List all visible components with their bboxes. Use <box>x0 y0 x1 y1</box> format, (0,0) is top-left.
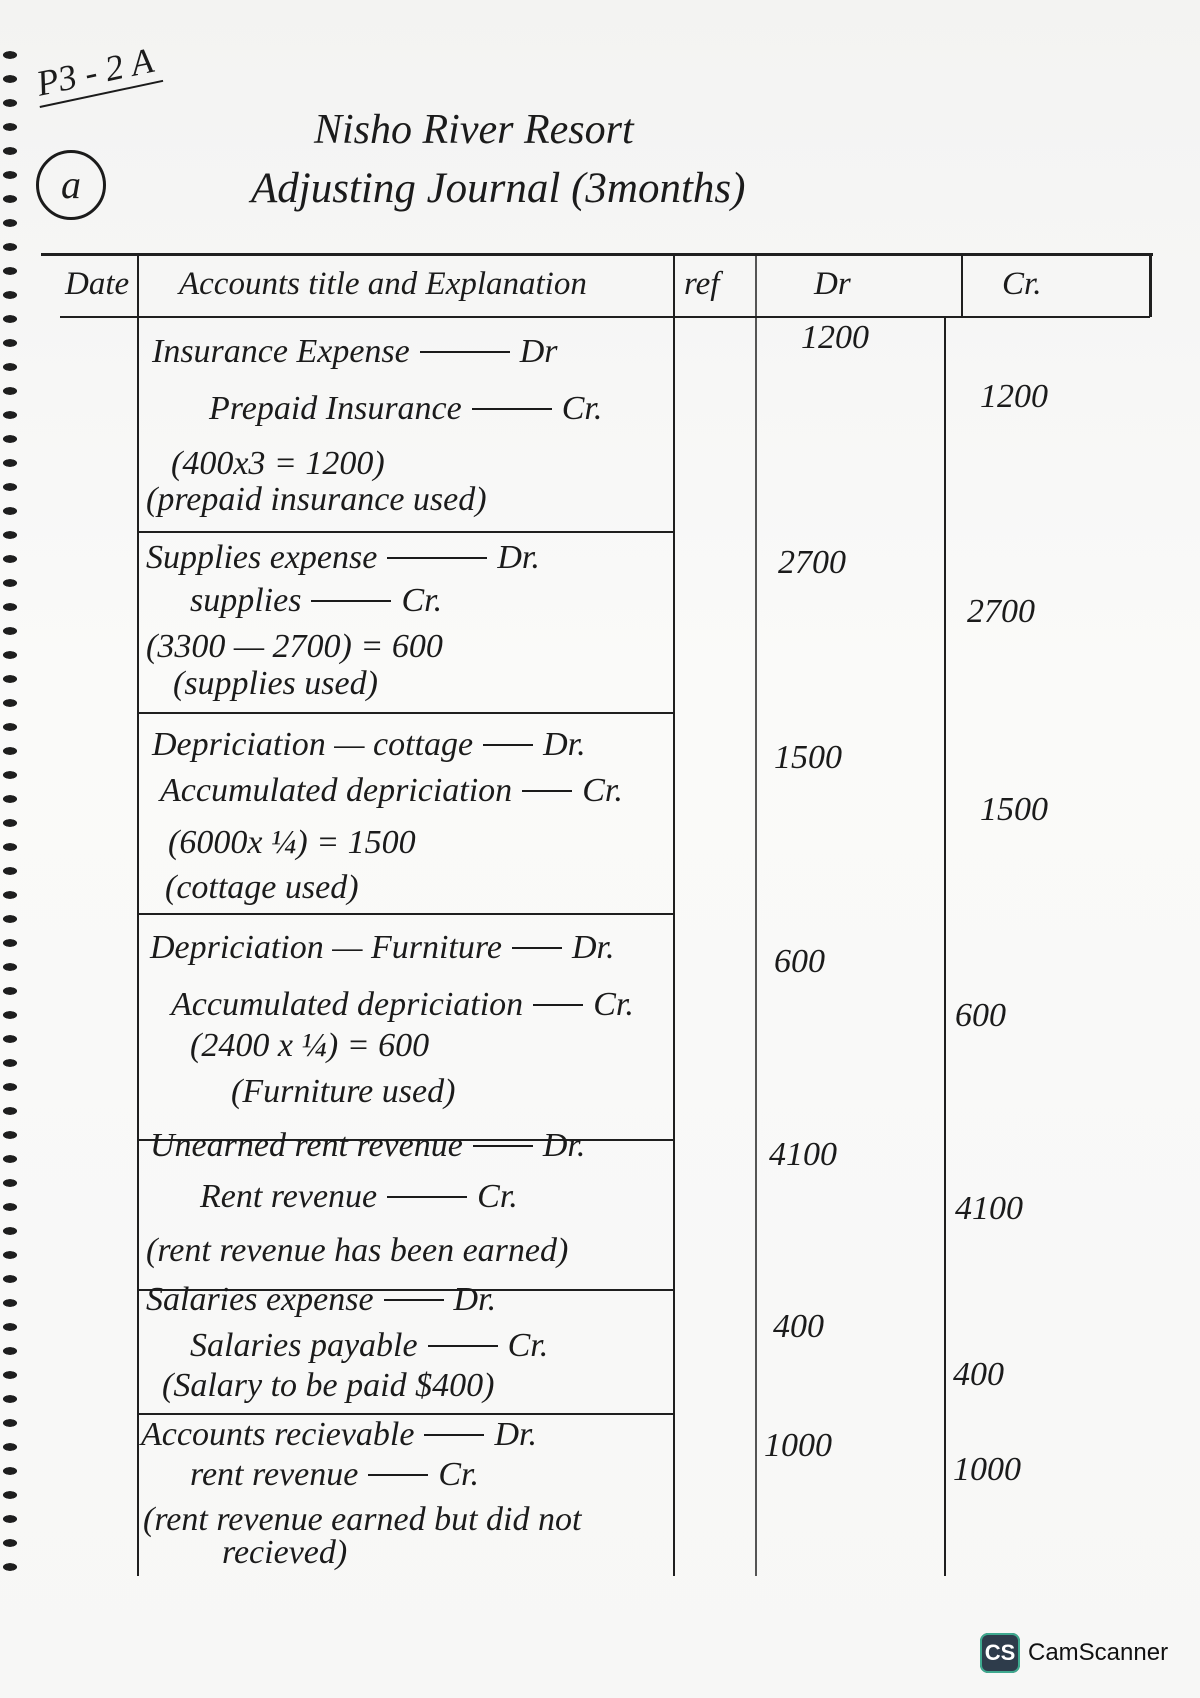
header-bottom-rule <box>60 316 1150 318</box>
dash-line <box>533 1004 583 1006</box>
dash-line <box>424 1434 484 1436</box>
calculation: (400x3 = 1200) <box>171 445 385 482</box>
debit-account: Insurance Expense <box>152 333 410 370</box>
credit-account: supplies <box>190 582 302 619</box>
debit-mark: Dr. <box>542 1127 586 1164</box>
credit-account: Salaries payable <box>190 1327 418 1364</box>
problem-label: P3 - 2 A <box>31 39 164 108</box>
table-top-rule <box>41 253 1153 256</box>
entry-divider <box>138 913 674 915</box>
calculation: (2400 x ¼) = 600 <box>190 1027 430 1064</box>
debit-account: Accounts recievable <box>141 1416 415 1453</box>
header-date: Date <box>65 266 130 302</box>
credit-amount: 4100 <box>955 1190 1023 1227</box>
debit-line <box>141 1415 537 1455</box>
dash-line <box>420 351 510 353</box>
debit-mark: Dr. <box>494 1416 537 1453</box>
entry-divider <box>138 531 674 533</box>
debit-account: Salaries expense <box>146 1281 374 1318</box>
explanation-continued: recieved) <box>222 1534 348 1571</box>
debit-mark: Dr. <box>571 929 615 966</box>
credit-account: Accumulated depriciation <box>171 986 524 1023</box>
credit-account: rent revenue <box>190 1456 359 1493</box>
dash-line <box>387 1196 467 1198</box>
dash-line <box>473 1145 533 1147</box>
debit-column-rule <box>944 317 946 1576</box>
account-column-rule <box>673 255 675 1576</box>
credit-mark: Cr. <box>593 986 634 1023</box>
journal-subtitle: Adjusting Journal (3months) <box>251 165 746 212</box>
debit-line <box>146 1280 496 1320</box>
credit-line <box>190 1455 479 1495</box>
explanation: (rent revenue earned but did not <box>143 1501 582 1538</box>
debit-line <box>152 332 558 372</box>
credit-mark: Cr. <box>582 772 623 809</box>
debit-line <box>152 725 586 765</box>
debit-amount: 4100 <box>769 1136 837 1173</box>
credit-amount: 600 <box>955 997 1006 1034</box>
calculation: (3300 — 2700) = 600 <box>146 628 443 665</box>
credit-mark: Cr. <box>401 582 443 619</box>
explanation: (cottage used) <box>165 869 359 906</box>
credit-mark: Cr. <box>477 1178 518 1215</box>
explanation: (supplies used) <box>173 665 378 702</box>
debit-amount: 2700 <box>778 544 846 581</box>
credit-amount: 400 <box>953 1356 1004 1393</box>
header-credit: Cr. <box>1002 266 1042 302</box>
credit-account: Rent revenue <box>200 1178 378 1215</box>
credit-line <box>200 1177 518 1217</box>
explanation: (Salary to be paid $400) <box>162 1367 495 1404</box>
debit-account: Unearned rent revenue <box>150 1127 463 1164</box>
credit-line <box>160 771 623 811</box>
camscanner-name: CamScanner <box>1028 1639 1169 1666</box>
credit-mark: Cr. <box>438 1456 479 1493</box>
entry-divider <box>138 712 674 714</box>
credit-amount: 1500 <box>980 791 1048 828</box>
camscanner-logo-icon <box>980 1633 1020 1673</box>
debit-mark: Dr <box>519 333 558 370</box>
explanation: (rent revenue has been earned) <box>146 1232 569 1269</box>
dash-line <box>387 557 487 559</box>
part-label: a <box>61 162 81 207</box>
debit-line <box>146 538 540 578</box>
table-right-rule <box>1149 255 1152 317</box>
company-title: Nisho River Resort <box>314 107 634 153</box>
credit-account: Prepaid Insurance <box>209 390 462 427</box>
dash-line <box>512 947 562 949</box>
dash-line <box>483 744 533 746</box>
credit-amount: 1000 <box>953 1451 1021 1488</box>
credit-mark: Cr. <box>561 390 603 427</box>
credit-account: Accumulated depriciation <box>160 772 513 809</box>
header-debit: Dr <box>814 266 851 302</box>
credit-line <box>209 389 602 429</box>
debit-header-rule <box>961 255 963 317</box>
credit-line <box>190 1326 548 1366</box>
debit-amount: 600 <box>774 943 825 980</box>
header-ref: ref <box>684 266 720 302</box>
ref-column-rule <box>755 255 757 1576</box>
debit-line <box>150 1126 585 1166</box>
dash-line <box>522 790 572 792</box>
dash-line <box>472 408 552 410</box>
date-column-rule <box>137 255 139 1576</box>
credit-line <box>190 581 442 621</box>
credit-mark: Cr. <box>507 1327 549 1364</box>
debit-amount: 1000 <box>764 1427 832 1464</box>
explanation: (prepaid insurance used) <box>146 481 487 518</box>
dash-line <box>311 600 391 602</box>
header-account: Accounts title and Explanation <box>179 266 587 302</box>
debit-account: Supplies expense <box>146 539 378 576</box>
debit-amount: 1200 <box>801 319 869 356</box>
dash-line <box>368 1474 428 1476</box>
dash-line <box>428 1345 498 1347</box>
credit-amount: 1200 <box>980 378 1048 415</box>
explanation: (Furniture used) <box>231 1073 456 1110</box>
camscanner-badge-text: CS <box>984 1640 1016 1665</box>
debit-account: Depriciation — cottage <box>152 726 474 763</box>
credit-amount: 2700 <box>967 593 1035 630</box>
spiral-binding <box>0 48 24 1576</box>
calculation: (6000x ¼) = 1500 <box>168 824 416 861</box>
dash-line <box>384 1299 444 1301</box>
credit-line <box>171 985 634 1025</box>
debit-account: Depriciation — Furniture <box>150 929 502 966</box>
debit-mark: Dr. <box>497 539 540 576</box>
debit-line <box>150 928 614 968</box>
debit-amount: 1500 <box>774 739 842 776</box>
debit-mark: Dr. <box>453 1281 497 1318</box>
debit-amount: 400 <box>773 1308 824 1345</box>
debit-mark: Dr. <box>543 726 586 763</box>
part-label-circle <box>36 150 106 220</box>
